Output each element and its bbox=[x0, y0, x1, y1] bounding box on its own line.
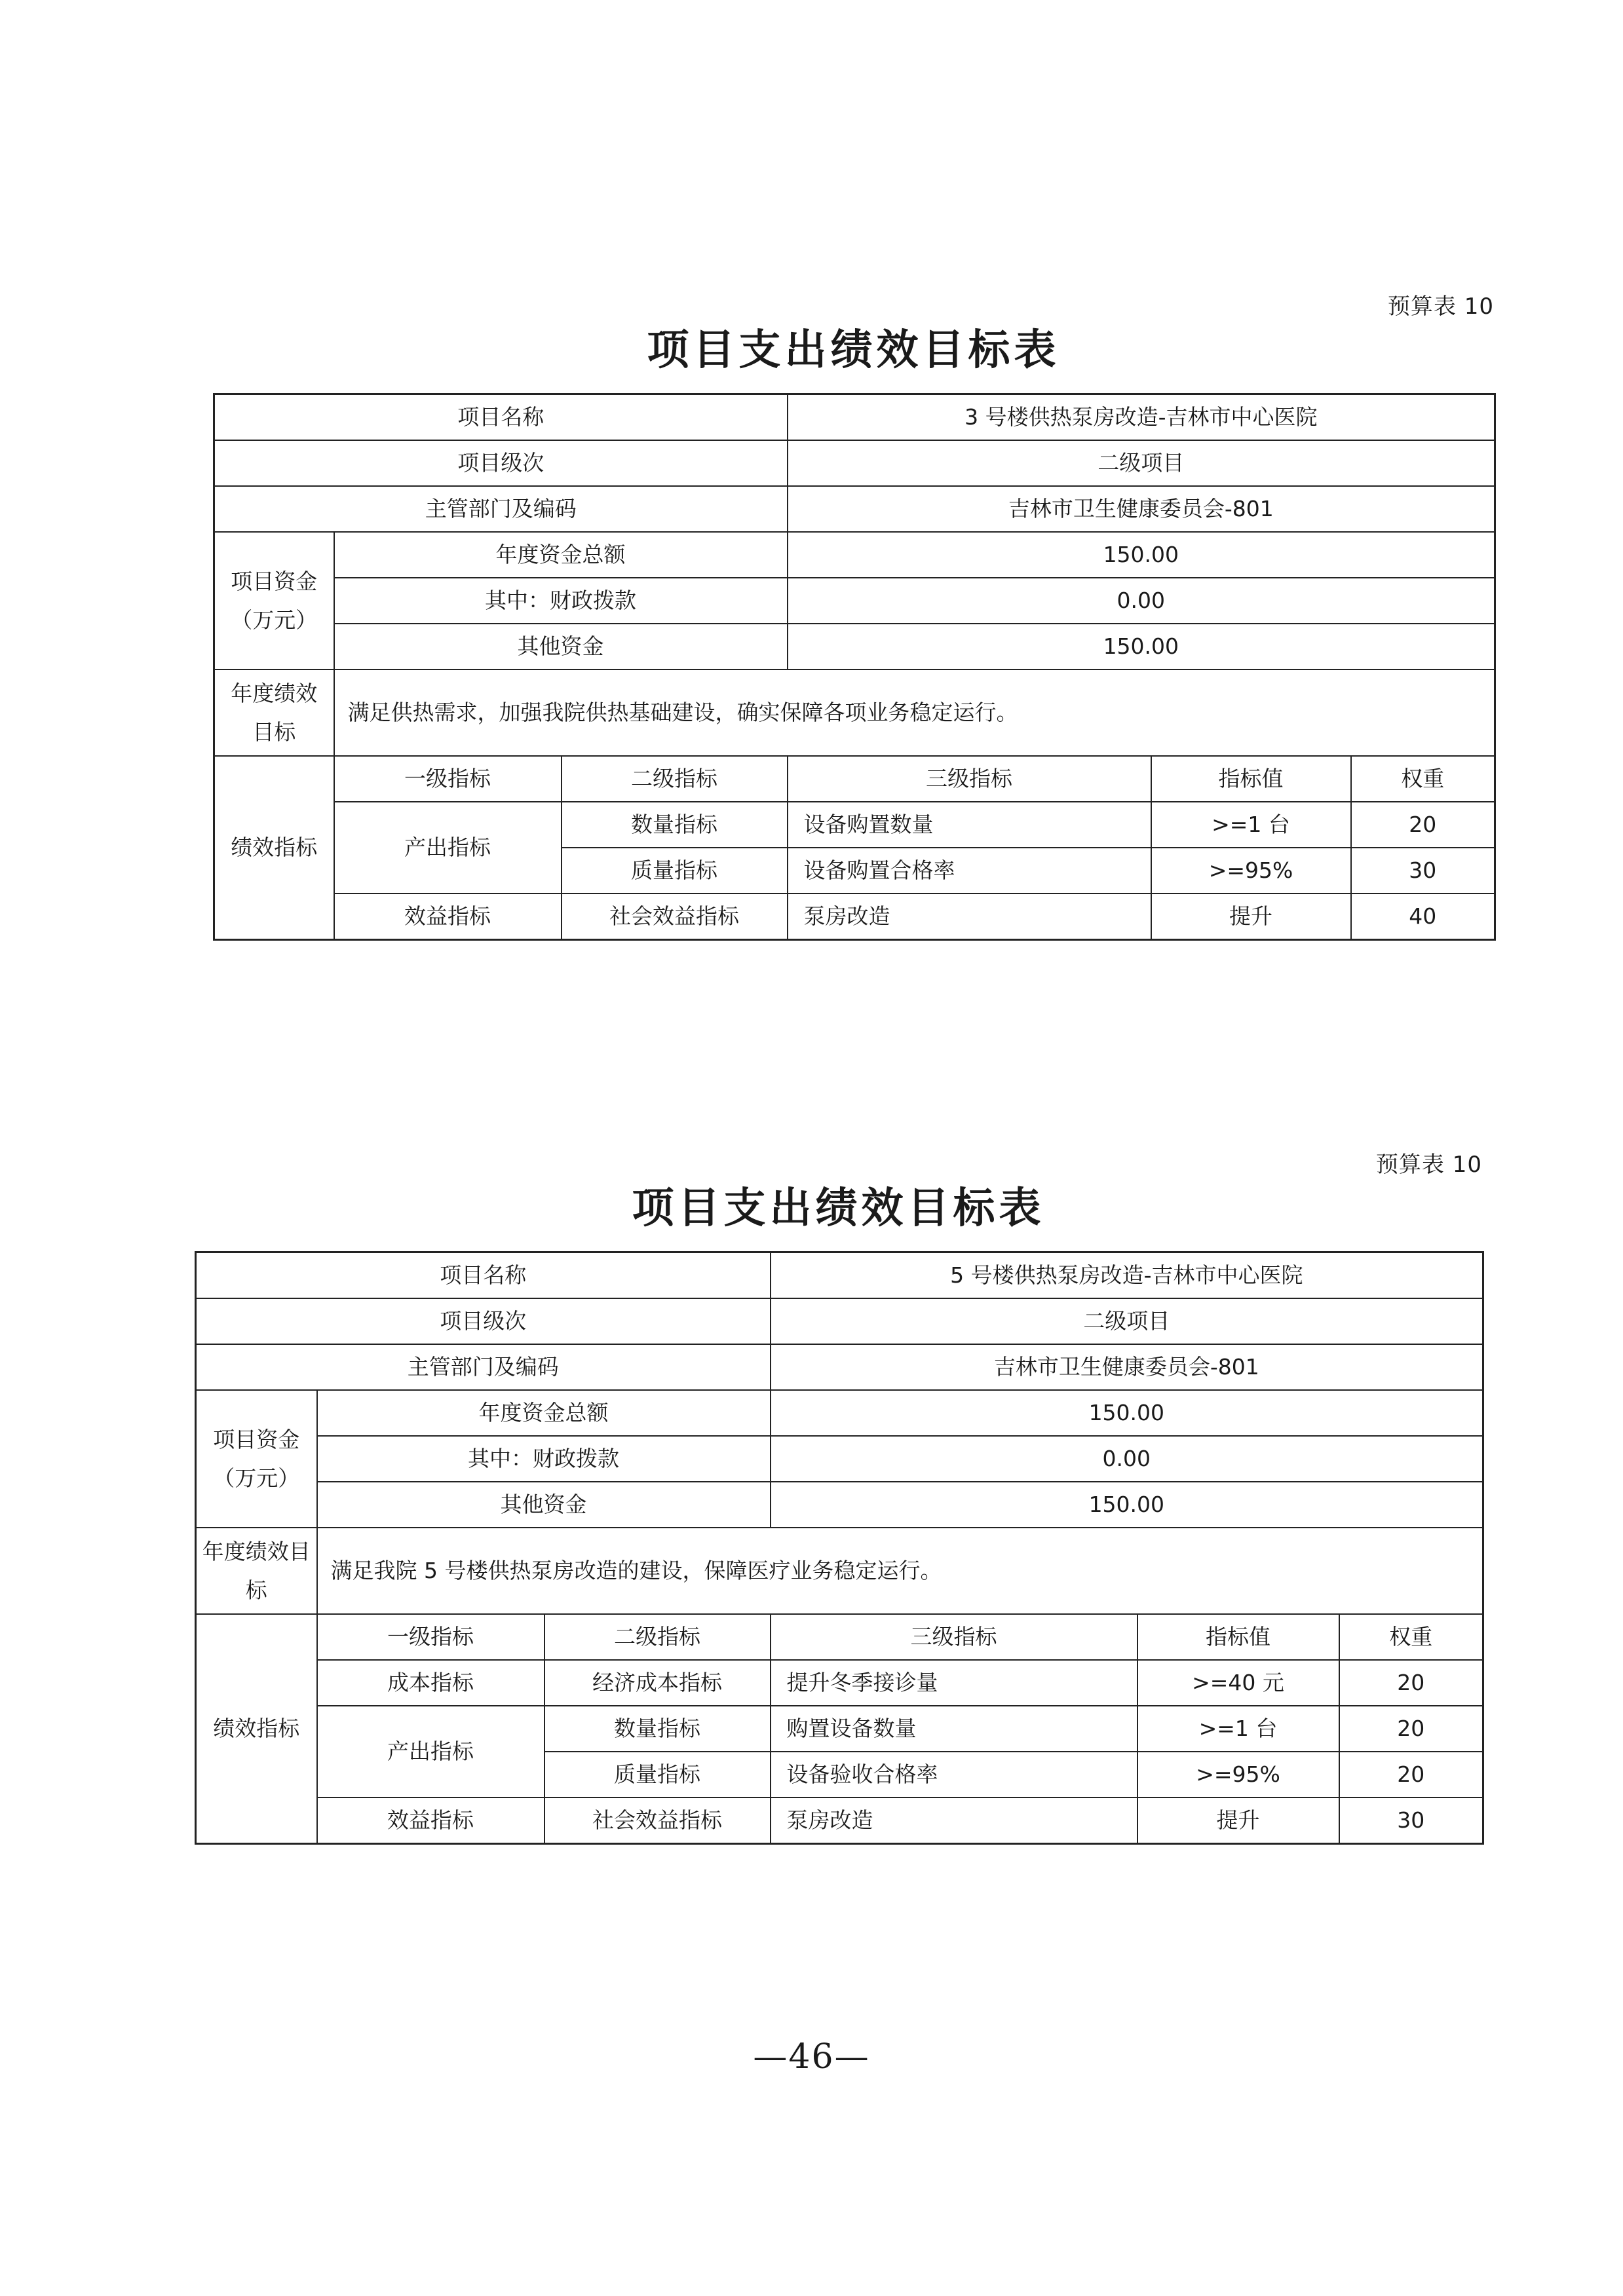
annual-goal-value: 满足我院 5 号楼供热泵房改造的建设，保障医疗业务稳定运行。 bbox=[317, 1528, 1483, 1614]
header-weight: 权重 bbox=[1351, 756, 1495, 802]
other-funds-label: 其他资金 bbox=[317, 1482, 771, 1528]
performance-table bbox=[195, 1251, 1484, 1845]
level2-cell: 数量指标 bbox=[562, 802, 788, 848]
table-row bbox=[196, 1706, 1483, 1752]
department-label: 主管部门及编码 bbox=[196, 1344, 771, 1390]
level3-cell: 设备购置数量 bbox=[788, 802, 1151, 848]
form-number: 预算表 10 bbox=[1375, 1152, 1482, 1178]
table-row bbox=[196, 1436, 1483, 1482]
table-row bbox=[196, 1252, 1483, 1299]
project-level-label: 项目级次 bbox=[214, 440, 788, 486]
table-row bbox=[196, 1390, 1483, 1436]
header-value: 指标值 bbox=[1137, 1614, 1339, 1660]
table-row bbox=[196, 1614, 1483, 1660]
value-cell: 提升 bbox=[1137, 1797, 1339, 1844]
department-label: 主管部门及编码 bbox=[214, 486, 788, 532]
table-row bbox=[214, 532, 1495, 578]
weight-cell: 30 bbox=[1339, 1797, 1483, 1844]
department-value: 吉林市卫生健康委员会-801 bbox=[788, 486, 1495, 532]
table-row bbox=[196, 1344, 1483, 1390]
value-cell: 提升 bbox=[1151, 894, 1351, 940]
header-level2: 二级指标 bbox=[562, 756, 788, 802]
project-level-label: 项目级次 bbox=[196, 1298, 771, 1344]
project-name-value: 3 号楼供热泵房改造-吉林市中心医院 bbox=[788, 394, 1495, 441]
table-row bbox=[196, 1797, 1483, 1844]
level3-cell: 设备验收合格率 bbox=[771, 1752, 1137, 1797]
table-row bbox=[214, 669, 1495, 756]
level3-cell: 购置设备数量 bbox=[771, 1706, 1137, 1752]
level3-cell: 泵房改造 bbox=[788, 894, 1151, 940]
value-cell: >=95% bbox=[1151, 848, 1351, 894]
department-value: 吉林市卫生健康委员会-801 bbox=[771, 1344, 1483, 1390]
project-name-label: 项目名称 bbox=[214, 394, 788, 441]
level2-cell: 质量指标 bbox=[544, 1752, 771, 1797]
table-row bbox=[196, 1528, 1483, 1614]
project-name-value: 5 号楼供热泵房改造-吉林市中心医院 bbox=[771, 1252, 1483, 1299]
value-cell: >=40 元 bbox=[1137, 1660, 1339, 1706]
table-row bbox=[196, 1298, 1483, 1344]
header-weight: 权重 bbox=[1339, 1614, 1483, 1660]
header-level1: 一级指标 bbox=[317, 1614, 544, 1660]
other-funds-label: 其他资金 bbox=[334, 624, 788, 669]
table-row bbox=[214, 486, 1495, 532]
level1-cell: 成本指标 bbox=[317, 1660, 544, 1706]
performance-table-block-1 bbox=[213, 288, 1494, 941]
header-level1: 一级指标 bbox=[334, 756, 562, 802]
fiscal-allocation-value: 0.00 bbox=[788, 578, 1495, 624]
indicator-label: 绩效指标 bbox=[214, 756, 334, 940]
annual-total-label: 年度资金总额 bbox=[334, 532, 788, 578]
form-number: 预算表 10 bbox=[1387, 293, 1494, 320]
level1-cell: 产出指标 bbox=[317, 1706, 544, 1797]
project-name-label: 项目名称 bbox=[196, 1252, 771, 1299]
level2-cell: 社会效益指标 bbox=[562, 894, 788, 940]
header-value: 指标值 bbox=[1151, 756, 1351, 802]
table-row bbox=[214, 802, 1495, 848]
level3-cell: 提升冬季接诊量 bbox=[771, 1660, 1137, 1706]
weight-cell: 20 bbox=[1339, 1752, 1483, 1797]
table-title: 项目支出绩效目标表 bbox=[632, 1184, 1045, 1233]
fiscal-allocation-label: 其中：财政拨款 bbox=[317, 1436, 771, 1482]
fiscal-allocation-label: 其中：财政拨款 bbox=[334, 578, 788, 624]
header-level3: 三级指标 bbox=[788, 756, 1151, 802]
level2-cell: 质量指标 bbox=[562, 848, 788, 894]
table-row bbox=[214, 624, 1495, 669]
value-cell: >=1 台 bbox=[1151, 802, 1351, 848]
table-row bbox=[214, 894, 1495, 940]
indicator-label: 绩效指标 bbox=[196, 1614, 317, 1844]
weight-cell: 20 bbox=[1339, 1660, 1483, 1706]
level3-cell: 设备购置合格率 bbox=[788, 848, 1151, 894]
level2-cell: 数量指标 bbox=[544, 1706, 771, 1752]
weight-cell: 20 bbox=[1351, 802, 1495, 848]
table-row bbox=[214, 756, 1495, 802]
value-cell: >=95% bbox=[1137, 1752, 1339, 1797]
annual-goal-value: 满足供热需求，加强我院供热基础建设，确实保障各项业务稳定运行。 bbox=[334, 669, 1495, 756]
table-row bbox=[214, 394, 1495, 441]
level2-cell: 经济成本指标 bbox=[544, 1660, 771, 1706]
level1-cell: 效益指标 bbox=[317, 1797, 544, 1844]
header-level2: 二级指标 bbox=[544, 1614, 771, 1660]
level1-cell: 效益指标 bbox=[334, 894, 562, 940]
other-funds-value: 150.00 bbox=[771, 1482, 1483, 1528]
table-title: 项目支出绩效目标表 bbox=[647, 326, 1060, 375]
weight-cell: 30 bbox=[1351, 848, 1495, 894]
level3-cell: 泵房改造 bbox=[771, 1797, 1137, 1844]
annual-goal-label: 年度绩效目标 bbox=[196, 1528, 317, 1614]
level2-cell: 社会效益指标 bbox=[544, 1797, 771, 1844]
weight-cell: 20 bbox=[1339, 1706, 1483, 1752]
project-funds-label: 项目资金（万元） bbox=[196, 1390, 317, 1528]
project-level-value: 二级项目 bbox=[771, 1298, 1483, 1344]
performance-table bbox=[213, 393, 1496, 941]
annual-goal-label: 年度绩效目标 bbox=[214, 669, 334, 756]
table-row bbox=[196, 1660, 1483, 1706]
project-level-value: 二级项目 bbox=[788, 440, 1495, 486]
performance-table-block-2 bbox=[195, 1146, 1482, 1845]
weight-cell: 40 bbox=[1351, 894, 1495, 940]
table-row bbox=[196, 1482, 1483, 1528]
annual-total-label: 年度资金总额 bbox=[317, 1390, 771, 1436]
other-funds-value: 150.00 bbox=[788, 624, 1495, 669]
project-funds-label: 项目资金（万元） bbox=[214, 532, 334, 669]
page-number: —46— bbox=[753, 2037, 870, 2077]
annual-total-value: 150.00 bbox=[771, 1390, 1483, 1436]
annual-total-value: 150.00 bbox=[788, 532, 1495, 578]
table-row bbox=[214, 578, 1495, 624]
level1-cell: 产出指标 bbox=[334, 802, 562, 894]
header-level3: 三级指标 bbox=[771, 1614, 1137, 1660]
value-cell: >=1 台 bbox=[1137, 1706, 1339, 1752]
fiscal-allocation-value: 0.00 bbox=[771, 1436, 1483, 1482]
table-row bbox=[214, 440, 1495, 486]
